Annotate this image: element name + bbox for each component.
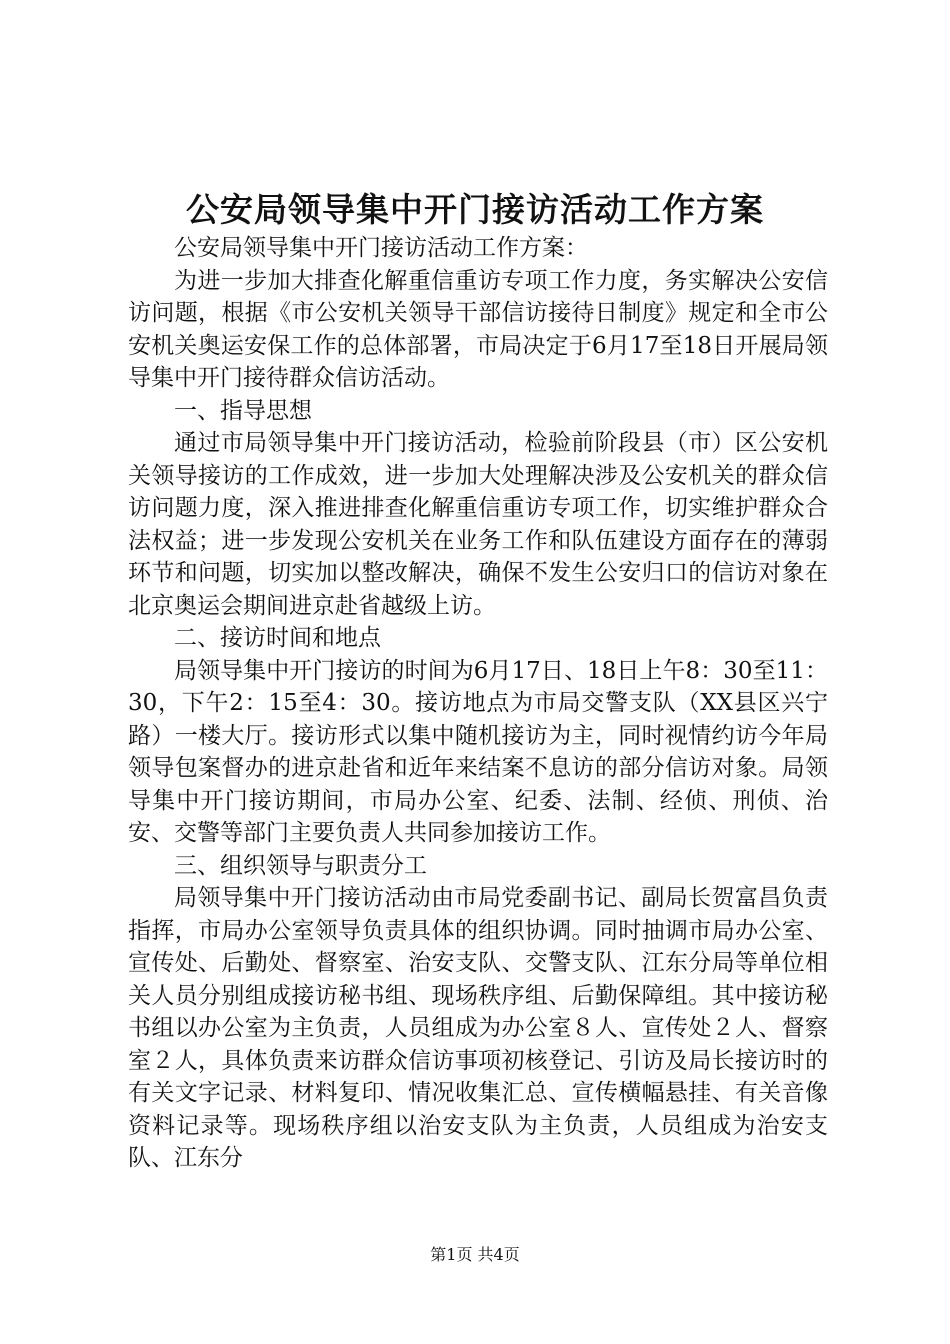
paragraph-intro: 公安局领导集中开门接访活动工作方案： — [174, 235, 588, 261]
paragraph-purpose: 为进一步加大排查化解重信重访专项工作力度，务实解决公安信访问题，根据《市公安机关领导干部信访接待日制度》规定和全市公安机关奥运安保工作的总体部署，市局决定于6月17至18日开展局领导集中开门接待群众信访活动。 — [128, 267, 828, 391]
paragraph-time-place: 局领导集中开门接访的时间为6月17日、18日上午8：30至11：30，下午2：15至4：30。接访地点为市局交警支队（XX县区兴宁路）一楼大厅。接访形式以集中随机接访为主，同时视情约访今年局领导包案督办的进京赴省和近年来结案不息访的部分信访对象。局领导集中开门接访期间，市局办公室、纪委、法制、经侦、刑侦、治安、交警等部门主要负责人共同参加接访工作。 — [128, 657, 828, 846]
section-heading-time-place: 二、接访时间和地点 — [174, 625, 381, 651]
section-heading-guiding-idea: 一、指导思想 — [174, 397, 312, 424]
paragraph-guiding-idea: 通过市局领导集中开门接访活动，检验前阶段县（市）区公安机关领导接访的工作成效，进一步加大处理解决涉及公安机关的群众信访问题力度，深入推进排查化解重信重访专项工作，切实维护群众合法权益；进一步发现公安机关在业务工作和队伍建设方面存在的薄弱环节和问题，切实加以整改解决，确保不发生公安归口的信访对象在北京奥运会期间进京赴省越级上访。 — [128, 430, 828, 619]
document-body — [128, 232, 828, 1175]
paragraph-organization: 局领导集中开门接访活动由市局党委副书记、副局长贺富昌负责指挥，市局办公室领导负责具体的组织协调。同时抽调市局办公室、宣传处、后勤处、督察室、治安支队、交警支队、江东分局等单位相关人员分别组成接访秘书组、现场秩序组、后勤保障组。其中接访秘书组以办公室为主负责，人员组成为办公室８人、宣传处２人、督察室２人，具体负责来访群众信访事项初核登记、引访及局长接访时的有关文字记录、材料复印、情况收集汇总、宣传横幅悬挂、有关音像资料记录等。现场秩序组以治安支队为主负责，人员组成为治安支队、江东分 — [128, 885, 828, 1171]
section-heading-organization: 三、组织领导与职责分工 — [174, 852, 427, 879]
document-title: 公安局领导集中开门接访活动工作方案 — [186, 190, 764, 229]
page-footer: 第1页 共4页 — [430, 1245, 520, 1264]
